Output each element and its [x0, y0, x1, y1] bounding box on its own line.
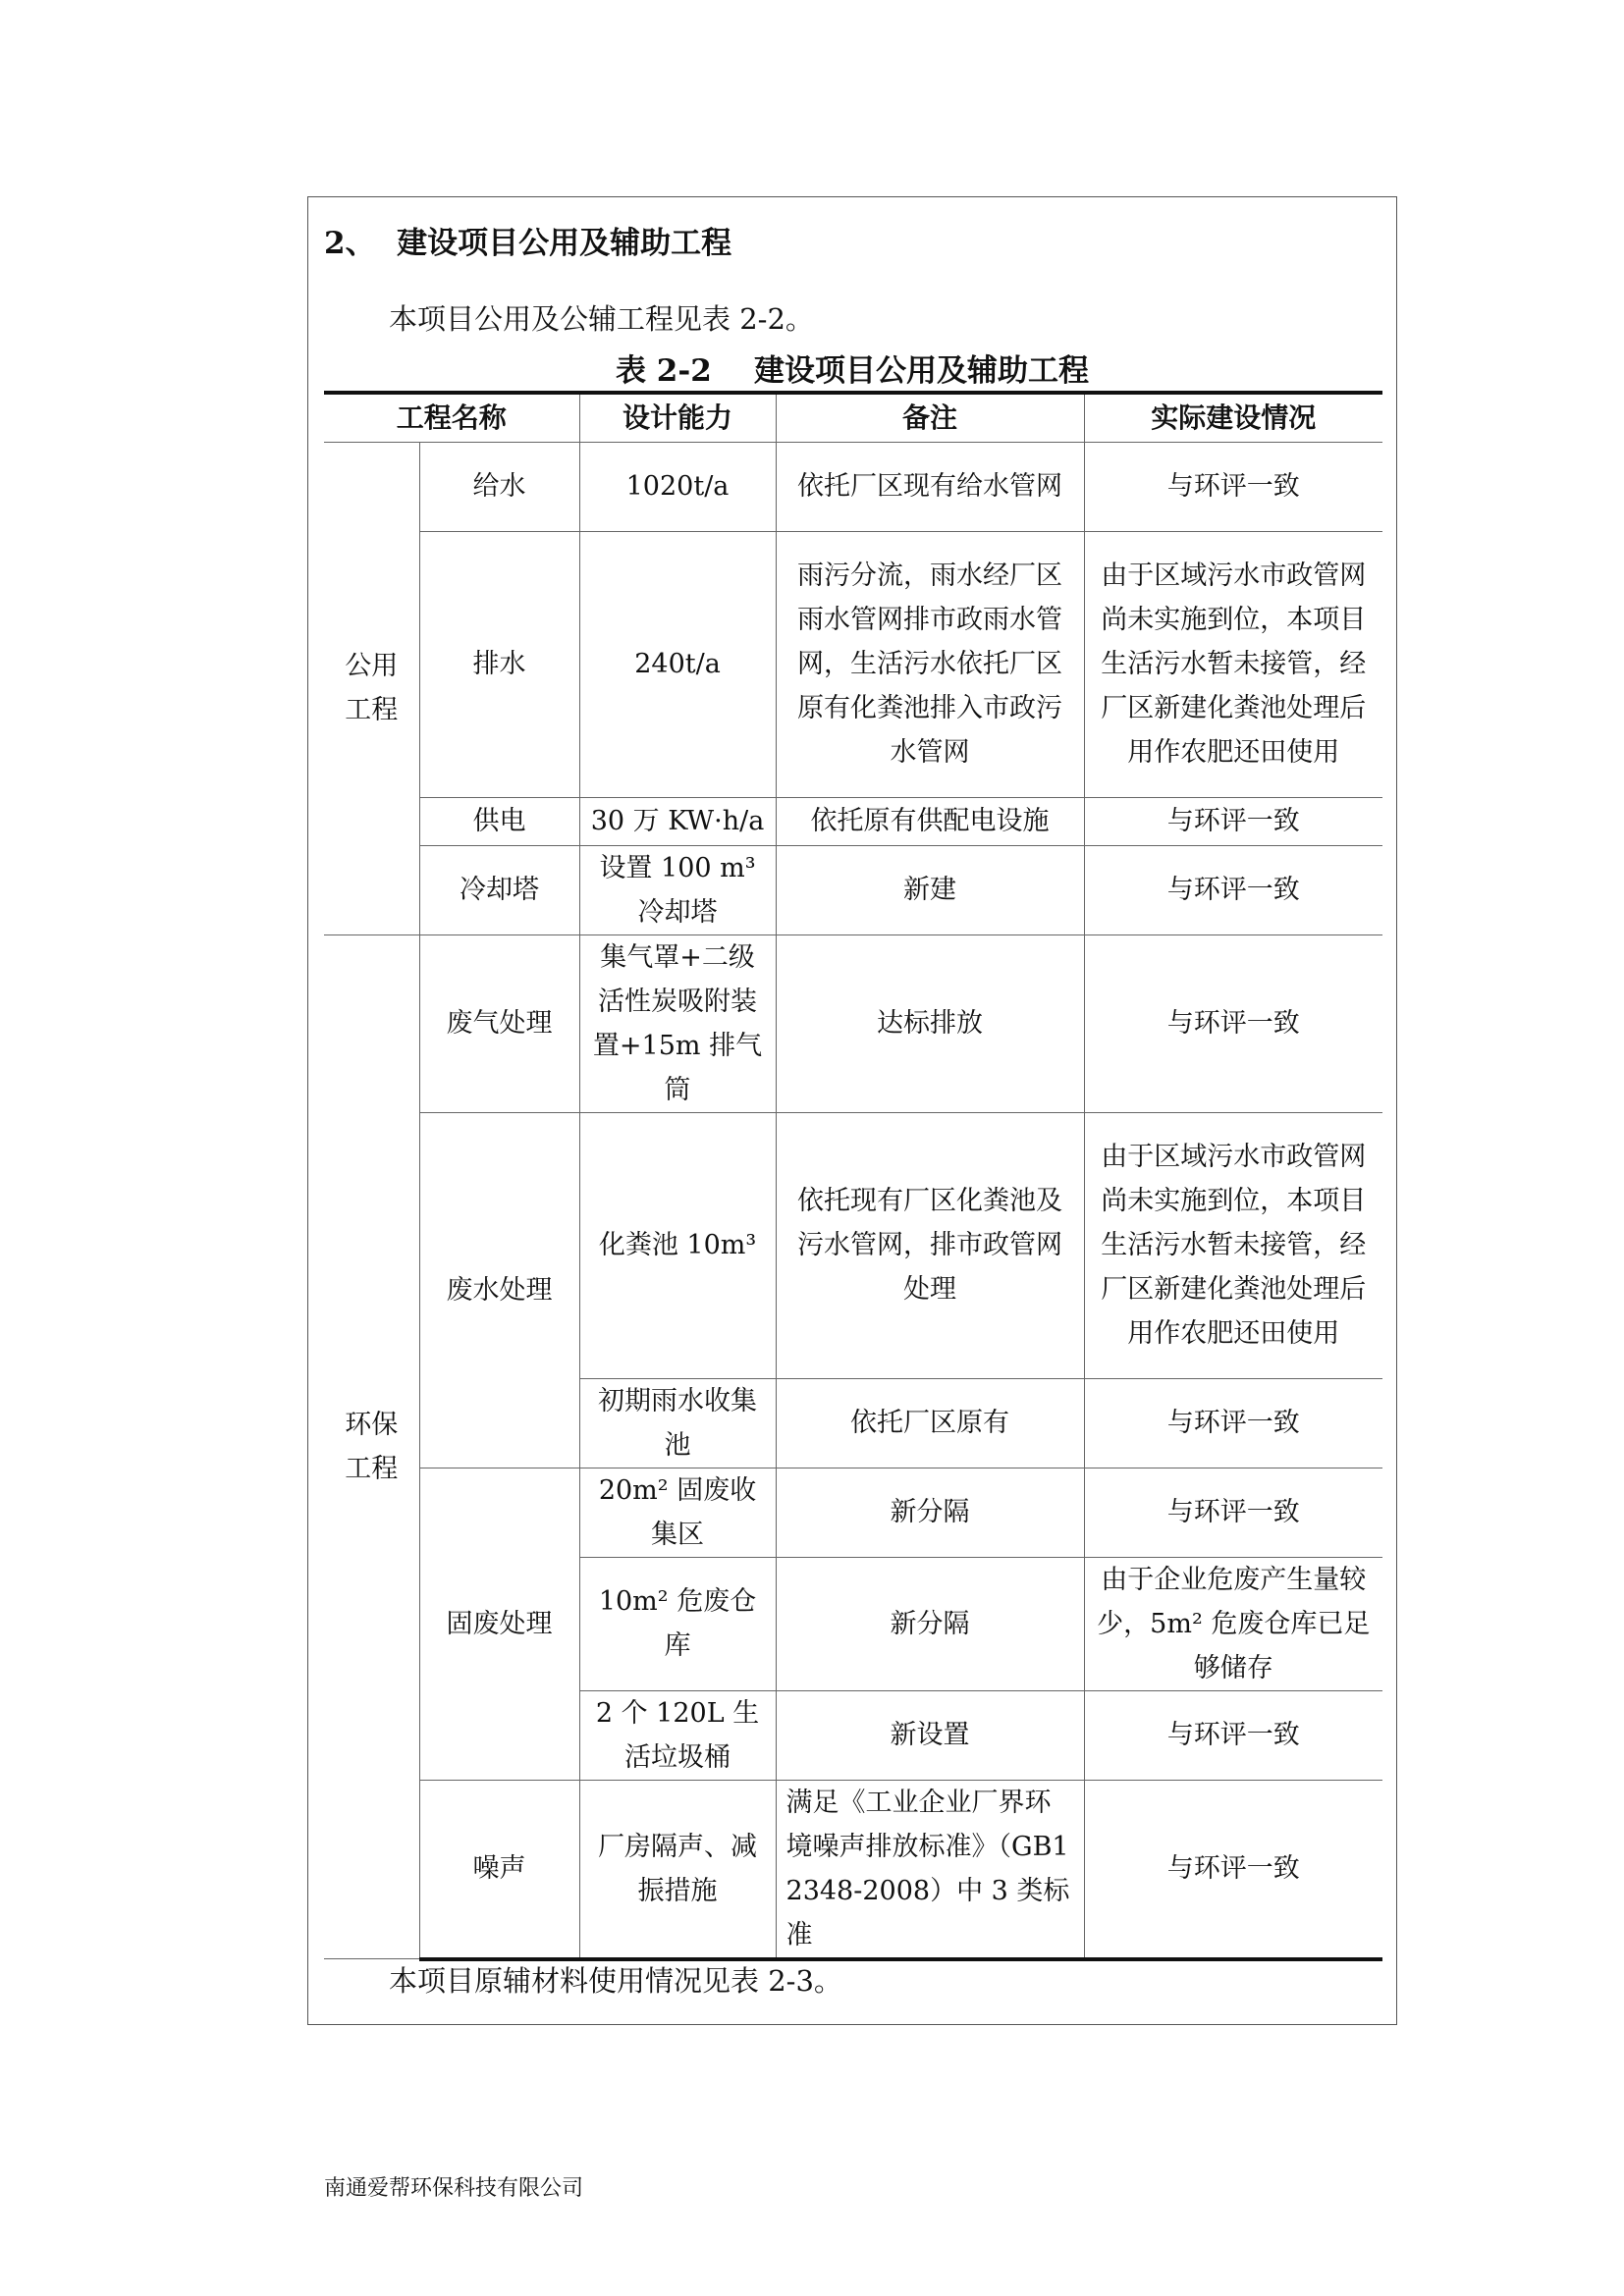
group-env: 环保 工程: [324, 934, 419, 1959]
header-capacity: 设计能力: [579, 393, 776, 442]
cell-actual: 与环评一致: [1084, 1468, 1382, 1557]
facilities-table: [324, 391, 1382, 1961]
cell-note: 满足《工业企业厂界环境噪声排放标准》（GB12348-2008）中 3 类标准: [776, 1780, 1084, 1959]
cell-note: 依托现有厂区化粪池及污水管网，排市政管网处理: [776, 1112, 1084, 1378]
table-row: [324, 1780, 1382, 1959]
table-row: [324, 934, 1382, 1112]
header-actual: 实际建设情况: [1084, 393, 1382, 442]
table-row: [324, 797, 1382, 845]
cell-actual: 与环评一致: [1084, 797, 1382, 845]
cell-actual: 与环评一致: [1084, 1378, 1382, 1468]
cell-capacity: 30 万 KW·h/a: [579, 797, 776, 845]
header-project-name: 工程名称: [324, 393, 579, 442]
cell-capacity: 2 个 120L 生活垃圾桶: [579, 1690, 776, 1780]
cell-note: 依托厂区原有: [776, 1378, 1084, 1468]
cell-item: 废气处理: [419, 934, 579, 1112]
cell-item: 噪声: [419, 1780, 579, 1959]
cell-capacity: 240t/a: [579, 531, 776, 797]
cell-capacity: 1020t/a: [579, 442, 776, 531]
table-row: [324, 1112, 1382, 1378]
table-row: [324, 1468, 1382, 1557]
cell-capacity: 10m² 危废仓库: [579, 1557, 776, 1690]
cell-capacity: 设置 100 m³冷却塔: [579, 845, 776, 934]
section-heading: 2、 建设项目公用及辅助工程: [324, 226, 732, 261]
cell-item: 固废处理: [419, 1468, 579, 1780]
cell-actual: 与环评一致: [1084, 934, 1382, 1112]
cell-note: 新分隔: [776, 1468, 1084, 1557]
table-title: 表 2-2 建设项目公用及辅助工程: [616, 353, 1089, 389]
intro-paragraph: 本项目公用及公辅工程见表 2-2。: [389, 302, 814, 336]
table-row: [324, 845, 1382, 934]
cell-actual: 与环评一致: [1084, 442, 1382, 531]
outro-paragraph: 本项目原辅材料使用情况见表 2-3。: [389, 1964, 842, 1998]
header-note: 备注: [776, 393, 1084, 442]
cell-item: 排水: [419, 531, 579, 797]
cell-actual: 由于区域污水市政管网尚未实施到位，本项目生活污水暂未接管，经厂区新建化粪池处理后用作农肥还田使用: [1084, 1112, 1382, 1378]
cell-capacity: 20m² 固废收集区: [579, 1468, 776, 1557]
cell-note: 新分隔: [776, 1557, 1084, 1690]
cell-capacity: 化粪池 10m³: [579, 1112, 776, 1378]
cell-note: 新设置: [776, 1690, 1084, 1780]
cell-actual: 与环评一致: [1084, 1690, 1382, 1780]
cell-note: 依托原有供配电设施: [776, 797, 1084, 845]
cell-actual: 与环评一致: [1084, 1780, 1382, 1959]
cell-actual: 与环评一致: [1084, 845, 1382, 934]
cell-item: 冷却塔: [419, 845, 579, 934]
cell-note: 新建: [776, 845, 1084, 934]
cell-capacity: 厂房隔声、减振措施: [579, 1780, 776, 1959]
cell-actual: 由于企业危废产生量较少，5m² 危废仓库已足够储存: [1084, 1557, 1382, 1690]
table-row: [324, 442, 1382, 531]
cell-note: 雨污分流，雨水经厂区雨水管网排市政雨水管网，生活污水依托厂区原有化粪池排入市政污水管网: [776, 531, 1084, 797]
company-footer: 南通爱帮环保科技有限公司: [324, 2176, 584, 2201]
cell-note: 达标排放: [776, 934, 1084, 1112]
cell-capacity: 初期雨水收集池: [579, 1378, 776, 1468]
table-row: [324, 531, 1382, 797]
cell-capacity: 集气罩+二级活性炭吸附装置+15m 排气筒: [579, 934, 776, 1112]
cell-item: 给水: [419, 442, 579, 531]
cell-item: 供电: [419, 797, 579, 845]
cell-item: 废水处理: [419, 1112, 579, 1468]
cell-actual: 由于区域污水市政管网尚未实施到位，本项目生活污水暂未接管，经厂区新建化粪池处理后用作农肥还田使用: [1084, 531, 1382, 797]
group-public: 公用 工程: [324, 442, 419, 934]
table-header-row: [324, 393, 1382, 442]
cell-note: 依托厂区现有给水管网: [776, 442, 1084, 531]
